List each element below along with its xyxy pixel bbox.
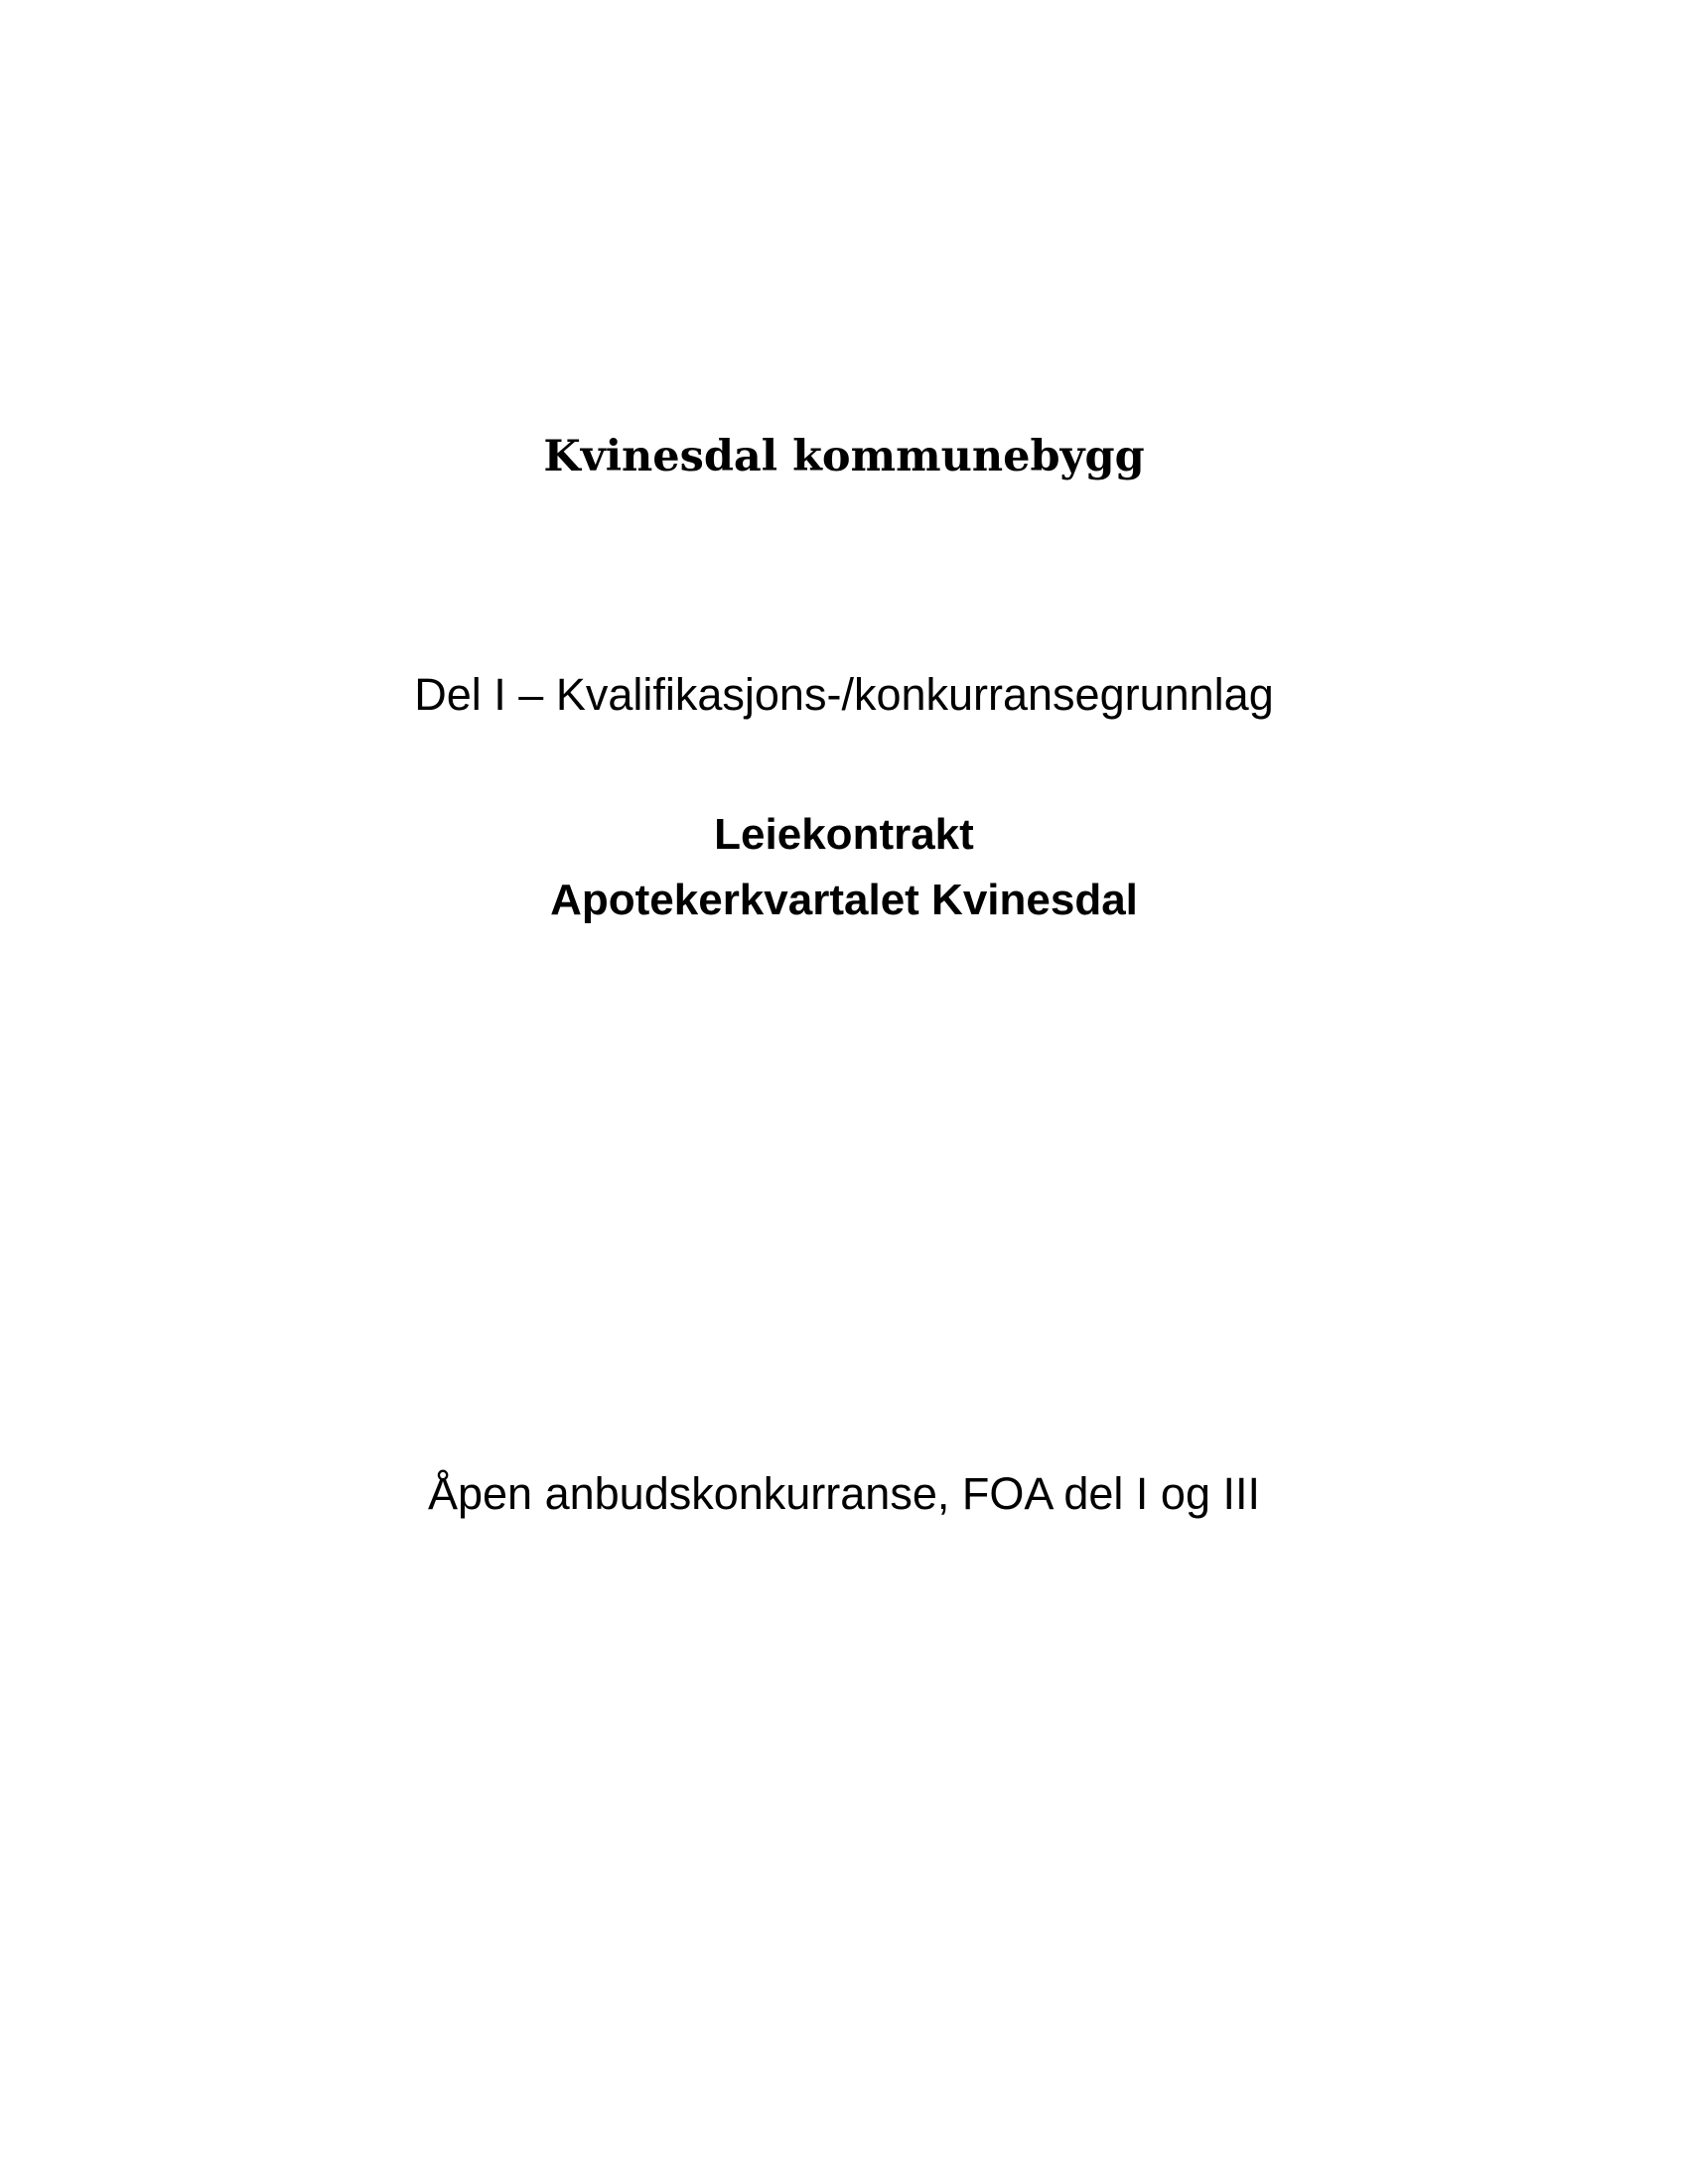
project-name: Apotekerkvartalet Kvinesdal [550, 876, 1138, 924]
organization-title: Kvinesdal kommunebygg [543, 432, 1145, 481]
procedure-text: Åpen anbudskonkurranse, FOA del I og III [427, 1468, 1260, 1519]
part-title: Del I – Kvalifikasjons-/konkurransegrunnlag [414, 669, 1274, 720]
contract-title-block [0, 802, 1688, 933]
contract-type: Leiekontrakt [714, 810, 974, 859]
